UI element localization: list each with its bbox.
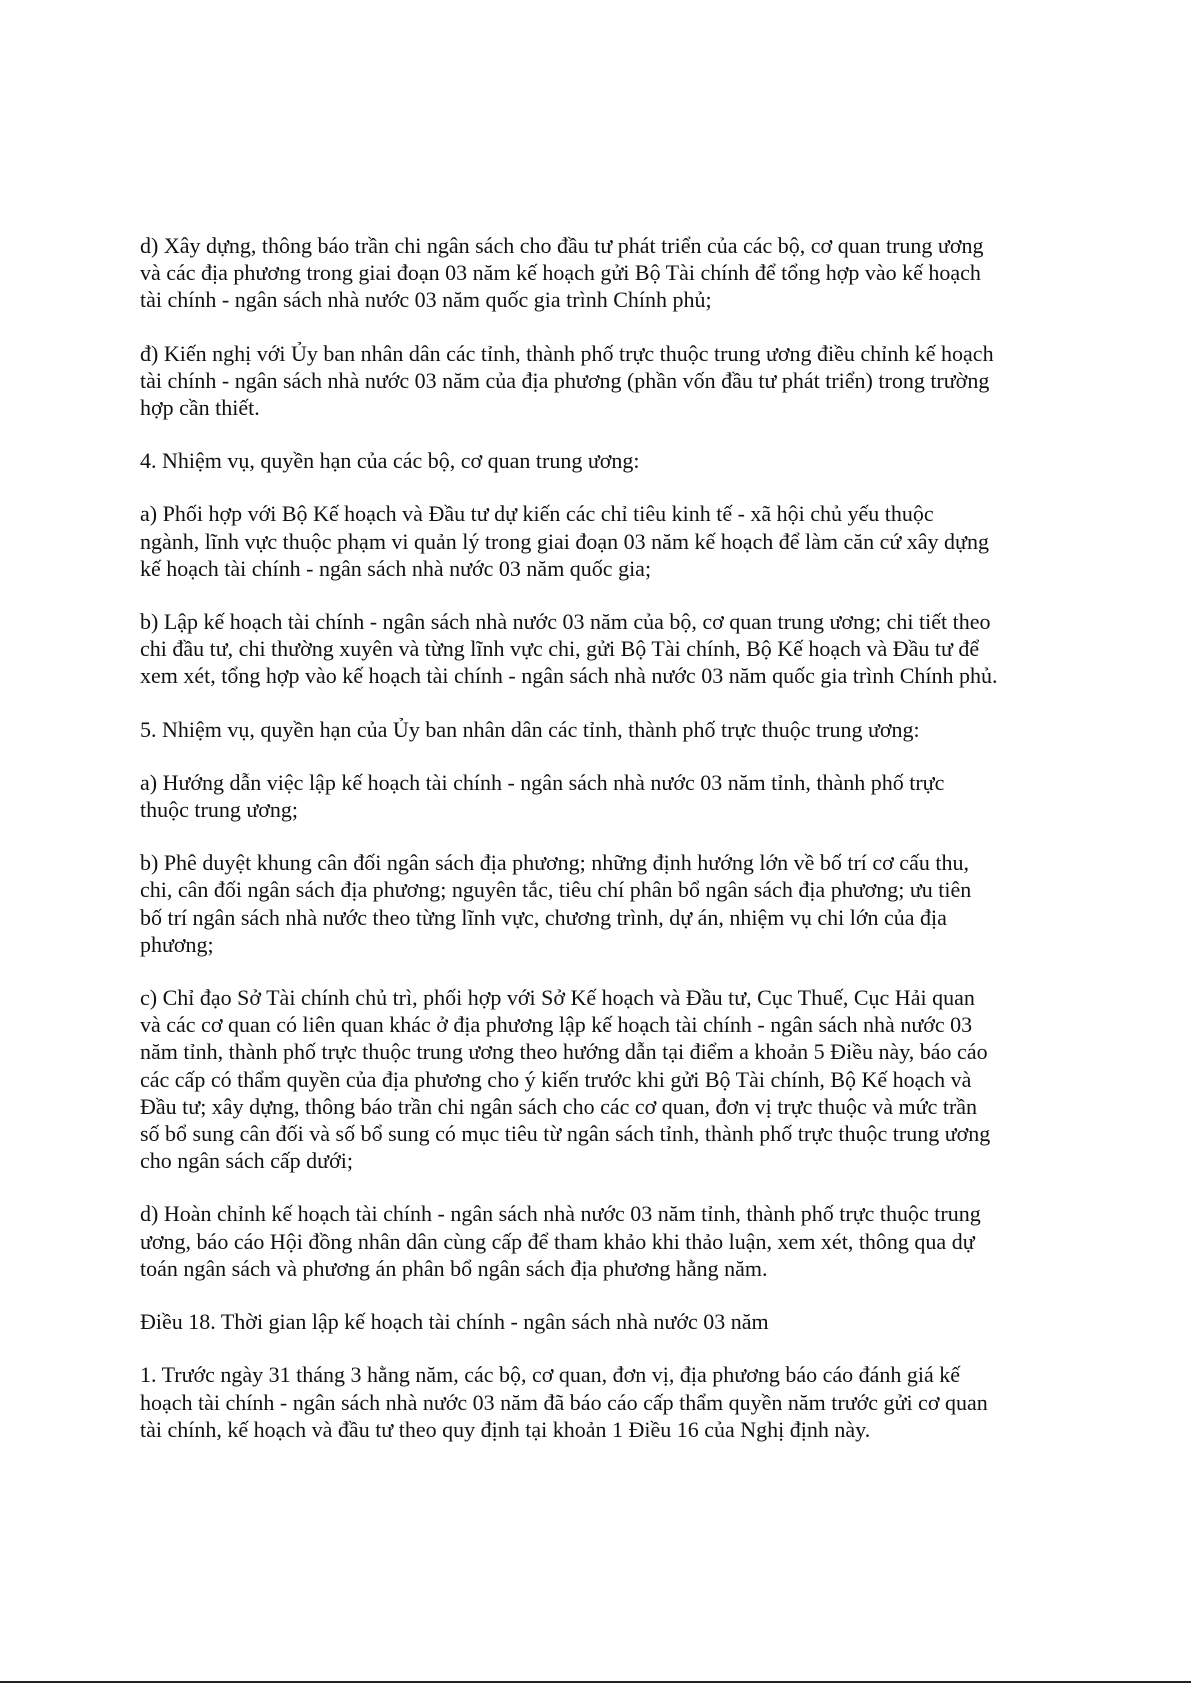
text-line: ương, báo cáo Hội đồng nhân dân cùng cấp để tham khảo khi thảo luận, xem xét, thông qua dự <box>140 1228 975 1254</box>
text-line: d) Xây dựng, thông báo trần chi ngân sách cho đầu tư phát triển của các bộ, cơ quan trung ương <box>140 233 984 258</box>
text-line: d) Hoàn chỉnh kế hoạch tài chính - ngân sách nhà nước 03 năm tỉnh, thành phố trực thuộc trung <box>140 1201 981 1227</box>
paragraph-d <box>140 232 1060 314</box>
text-line: kế hoạch tài chính - ngân sách nhà nước 03 năm quốc gia; <box>140 555 652 581</box>
text-line: năm tỉnh, thành phố trực thuộc trung ương theo hướng dẫn tại điểm a khoản 5 Điều này, báo cáo <box>140 1039 988 1065</box>
paragraph-5b <box>140 849 1060 958</box>
text-line: chi đầu tư, chi thường xuyên và từng lĩnh vực chi, gửi Bộ Tài chính, Bộ Kế hoạch và Đầu tư để <box>140 636 980 662</box>
page-bottom-rule <box>0 1681 1191 1683</box>
text-line: 1. Trước ngày 31 tháng 3 hằng năm, các bộ, cơ quan, đơn vị, địa phương báo cáo đánh giá kế <box>140 1362 961 1388</box>
text-line: thuộc trung ương; <box>140 797 298 823</box>
text-line: hoạch tài chính - ngân sách nhà nước 03 năm đã báo cáo cấp thẩm quyền năm trước gửi cơ quan <box>140 1389 988 1415</box>
paragraph-dd <box>140 340 1060 422</box>
text-line: số bổ sung cân đối và số bổ sung có mục tiêu từ ngân sách tỉnh, thành phố trực thuộc trung ương <box>140 1121 991 1147</box>
text-line: ngành, lĩnh vực thuộc phạm vi quản lý trong giai đoạn 03 năm kế hoạch để làm căn cứ xây dựng <box>140 528 989 554</box>
text-line: a) Hướng dẫn việc lập kế hoạch tài chính - ngân sách nhà nước 03 năm tỉnh, thành phố trực <box>140 769 945 795</box>
text-line: Đầu tư; xây dựng, thông báo trần chi ngân sách cho các cơ quan, đơn vị trực thuộc và mức trần <box>140 1093 978 1119</box>
text-line: hợp cần thiết. <box>140 395 260 421</box>
text-line: 5. Nhiệm vụ, quyền hạn của Ủy ban nhân dân các tỉnh, thành phố trực thuộc trung ương: <box>140 716 920 742</box>
document-page <box>140 232 1060 1469</box>
text-line: Điều 18. Thời gian lập kế hoạch tài chính - ngân sách nhà nước 03 năm <box>140 1309 769 1335</box>
text-line: tài chính - ngân sách nhà nước 03 năm quốc gia trình Chính phủ; <box>140 287 712 313</box>
text-line: b) Phê duyệt khung cân đối ngân sách địa phương; những định hướng lớn về bố trí cơ cấu thu, <box>140 850 969 876</box>
paragraph-4a <box>140 500 1060 582</box>
text-line: cho ngân sách cấp dưới; <box>140 1148 353 1174</box>
paragraph-5c <box>140 984 1060 1174</box>
text-line: c) Chỉ đạo Sở Tài chính chủ trì, phối hợp với Sở Kế hoạch và Đầu tư, Cục Thuế, Cục Hải quan <box>140 985 975 1011</box>
text-line: và các cơ quan có liên quan khác ở địa phương lập kế hoạch tài chính - ngân sách nhà nước 03 <box>140 1012 973 1038</box>
text-line: tài chính - ngân sách nhà nước 03 năm của địa phương (phần vốn đầu tư phát triển) trong trường <box>140 367 990 393</box>
text-line: chi, cân đối ngân sách địa phương; nguyên tắc, tiêu chí phân bổ ngân sách địa phương; ưu tiên <box>140 877 972 903</box>
paragraph-5a <box>140 769 1060 823</box>
text-line: bố trí ngân sách nhà nước theo từng lĩnh vực, chương trình, dự án, nhiệm vụ chi lớn của địa <box>140 904 947 930</box>
text-line: và các địa phương trong giai đoạn 03 năm kế hoạch gửi Bộ Tài chính để tổng hợp vào kế hoạch <box>140 260 981 286</box>
text-line: 4. Nhiệm vụ, quyền hạn của các bộ, cơ quan trung ương: <box>140 448 640 474</box>
text-line: xem xét, tổng hợp vào kế hoạch tài chính - ngân sách nhà nước 03 năm quốc gia trình Chính phủ. <box>140 663 998 689</box>
paragraph-5d <box>140 1200 1060 1282</box>
text-line: tài chính, kế hoạch và đầu tư theo quy định tại khoản 1 Điều 16 của Nghị định này. <box>140 1416 871 1442</box>
text-line: toán ngân sách và phương án phân bổ ngân sách địa phương hằng năm. <box>140 1255 768 1281</box>
text-line: các cấp có thẩm quyền của địa phương cho ý kiến trước khi gửi Bộ Tài chính, Bộ Kế hoạch và <box>140 1066 972 1092</box>
text-line: b) Lập kế hoạch tài chính - ngân sách nhà nước 03 năm của bộ, cơ quan trung ương; chi tiết theo <box>140 609 991 635</box>
paragraph-4b <box>140 608 1060 690</box>
text-line: a) Phối hợp với Bộ Kế hoạch và Đầu tư dự kiến các chỉ tiêu kinh tế - xã hội chủ yếu thuộc <box>140 501 934 527</box>
section-heading-5 <box>140 716 1060 743</box>
section-heading-4 <box>140 447 1060 474</box>
paragraph-18-1 <box>140 1361 1060 1443</box>
text-line: đ) Kiến nghị với Ủy ban nhân dân các tỉnh, thành phố trực thuộc trung ương điều chỉnh kế hoạch <box>140 340 994 366</box>
text-line: phương; <box>140 931 214 957</box>
article-heading-18 <box>140 1308 1060 1335</box>
